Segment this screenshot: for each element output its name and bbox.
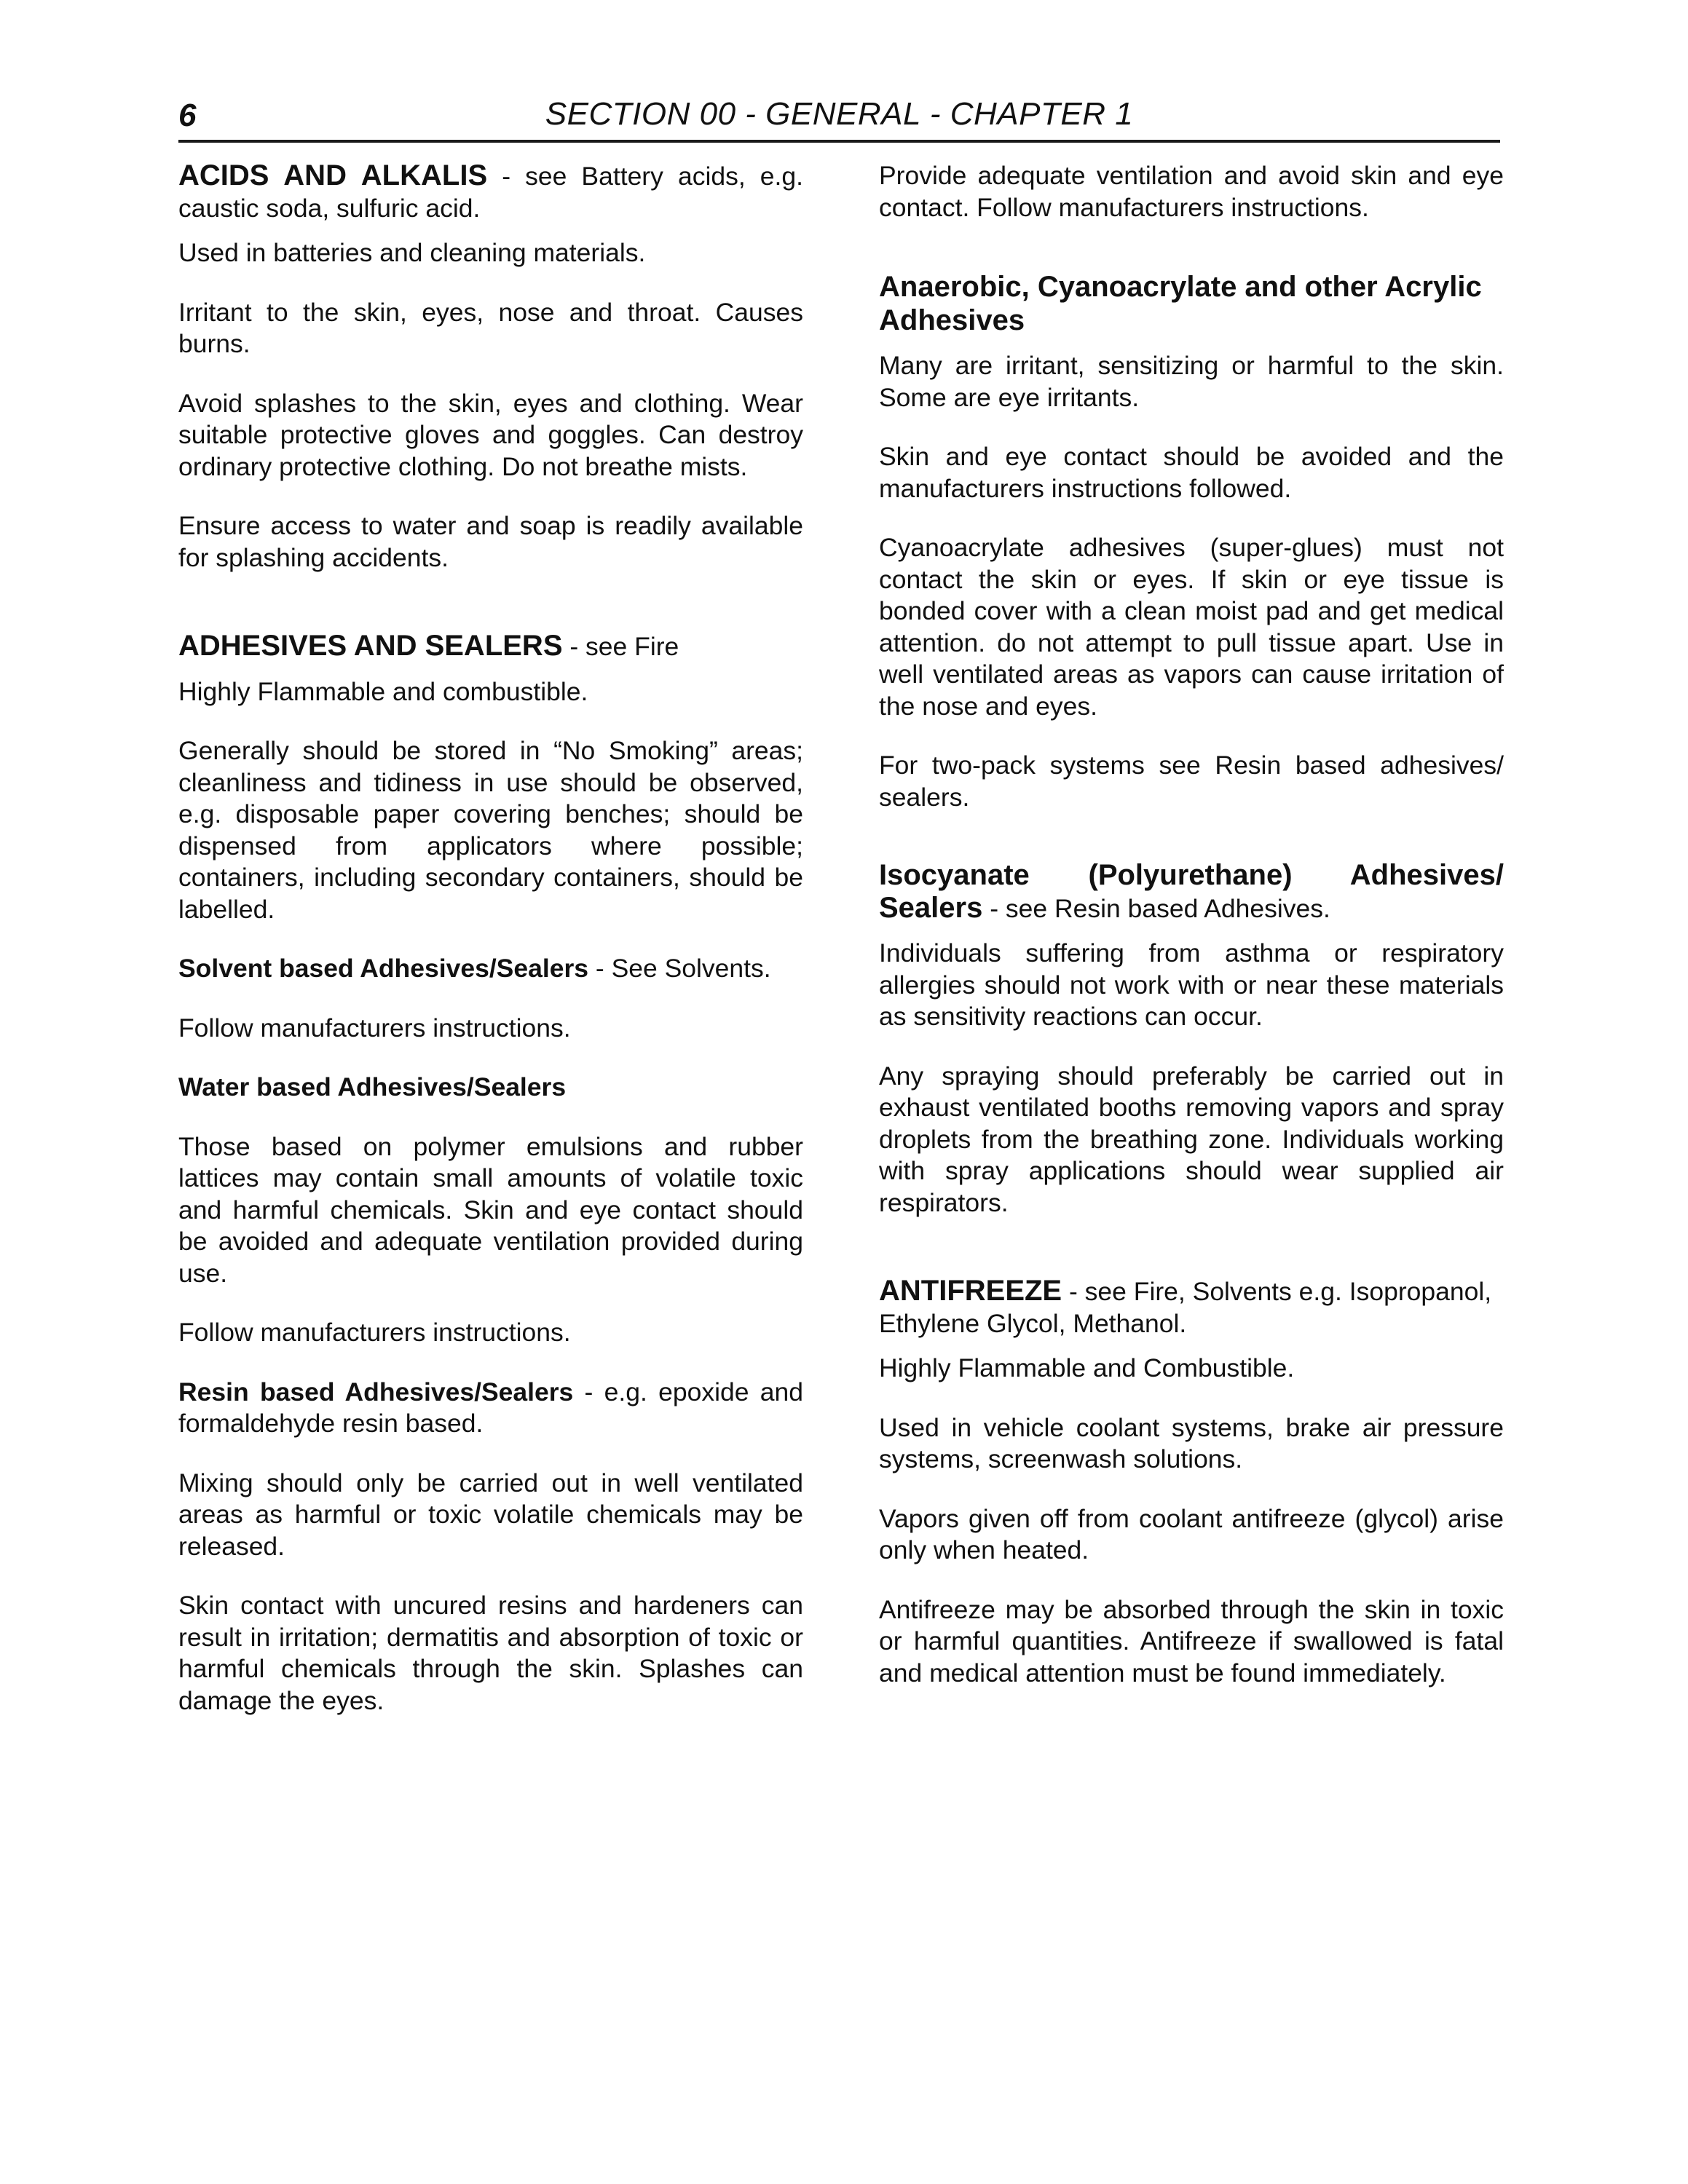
paragraph: Follow manufacturers instructions. — [178, 1013, 571, 1042]
paragraph: Provide adequate ventilation and avoid skin and eye contact. Follow manufacturers instructions. — [879, 161, 1504, 222]
solvent-heading: Solvent based Adhesives/Sealers — [178, 954, 589, 983]
right-column — [879, 160, 1504, 1717]
solvent-see-also: - See Solvents. — [588, 954, 771, 983]
isocyanate-intro — [879, 860, 1504, 925]
adhesives-see-also: - see Fire — [562, 632, 679, 661]
paragraph: Vapors given off from coolant antifreeze (glycol) arise only when heated. — [879, 1503, 1504, 1564]
paragraph: Highly Flammable and combustible. — [178, 676, 588, 706]
resin-intro — [178, 1377, 803, 1440]
resin-see-also: - e.g. epoxide and formaldehyde resin based. — [178, 1377, 803, 1438]
paragraph: Generally should be stored in “No Smoking” areas; cleanliness and tidiness in use should be observed, e.g. disposable paper covering benches; should be dispensed from applicators where possible; containers, including secondary containers, should be labelled. — [178, 736, 803, 924]
paragraph: Any spraying should preferably be carried out in exhaust ventilated booths removing vapors and spray droplets from the breathing zone. Individuals working with spray applications should wear supplied air respirators. — [879, 1061, 1504, 1217]
adhesives-section-intro — [178, 630, 803, 663]
water-heading: Water based Adhesives/Sealers — [178, 1072, 567, 1101]
paragraph: Irritant to the skin, eyes, nose and throat. Causes burns. — [178, 297, 803, 358]
water-heading-line — [178, 1072, 803, 1104]
paragraph: Skin contact with uncured resins and hardeners can result in irritation; dermatitis and absorption of toxic or harmful chemicals through the skin. Splashes can damage the eyes. — [178, 1591, 803, 1715]
antifreeze-heading: ANTIFREEZE — [879, 1275, 1062, 1307]
paragraph: Follow manufacturers instructions. — [178, 1318, 571, 1347]
page-number: 6 — [178, 98, 197, 133]
running-head: SECTION 00 - GENERAL - CHAPTER 1 — [545, 96, 1134, 132]
resin-heading: Resin based Adhesives/Sealers — [178, 1377, 574, 1406]
isocyanate-see-also: - see Resin based Adhesives. — [982, 893, 1330, 923]
antifreeze-see-also: - see Fire, Solvents e.g. Isopropanol, Ethylene Glycol, Methanol. — [879, 1277, 1492, 1338]
paragraph: Used in batteries and cleaning materials. — [178, 238, 646, 267]
isocyanate-heading: Isocyanate (Polyurethane) Adhesives/ Sealers — [879, 859, 1504, 924]
paragraph: Skin and eye contact should be avoided and the manufacturers instructions followed. — [879, 442, 1504, 503]
paragraph: Ensure access to water and soap is readily available for splashing accidents. — [178, 511, 803, 572]
anaerobic-heading: Anaerobic, Cyanoacrylate and other Acrylic Adhesives — [879, 271, 1482, 336]
paragraph: Those based on polymer emulsions and rubber lattices may contain small amounts of volatile toxic and harmful chemicals. Skin and eye contact should be avoided and adequate ventilation provided during use. — [178, 1131, 803, 1288]
paragraph: Avoid splashes to the skin, eyes and clothing. Wear suitable protective gloves and goggles. Can destroy ordinary protective clothing. Do not breathe mists. — [178, 388, 803, 481]
paragraph: Antifreeze may be absorbed through the skin in toxic or harmful quantities. Antifreeze if swallowed is fatal and medical attention must be found immediately. — [879, 1594, 1504, 1688]
left-column — [178, 160, 803, 1744]
page-header — [178, 93, 1500, 143]
paragraph: Cyanoacrylate adhesives (super-glues) must not contact the skin or eyes. If skin or eye tissue is bonded cover with a clean moist pad and get medical attention. do not attempt to pull tissue apart. Use in well ventilated areas as vapors can cause irritation of the nose and eyes. — [879, 533, 1504, 721]
paragraph: Mixing should only be carried out in well ventilated areas as harmful or toxic volatile chemicals may be released. — [178, 1468, 803, 1561]
paragraph: For two-pack systems see Resin based adhesives/ sealers. — [879, 751, 1504, 812]
acids-section-intro — [178, 160, 803, 224]
paragraph: Used in vehicle coolant systems, brake air pressure systems, screenwash solutions. — [879, 1412, 1504, 1473]
acids-heading: ACIDS AND ALKALIS — [178, 159, 488, 191]
paragraph: Highly Flammable and Combustible. — [879, 1353, 1295, 1382]
paragraph: Many are irritant, sensitizing or harmful to the skin. Some are eye irritants. — [879, 351, 1504, 412]
acids-see-also: - see Battery acids, e.g. caustic soda, sulfuric acid. — [178, 162, 803, 223]
antifreeze-intro — [879, 1275, 1504, 1340]
adhesives-heading: ADHESIVES AND SEALERS — [178, 630, 563, 662]
solvent-intro — [178, 953, 803, 985]
paragraph: Individuals suffering from asthma or respiratory allergies should not work with or near these materials as sensitivity reactions can occur. — [879, 938, 1504, 1031]
